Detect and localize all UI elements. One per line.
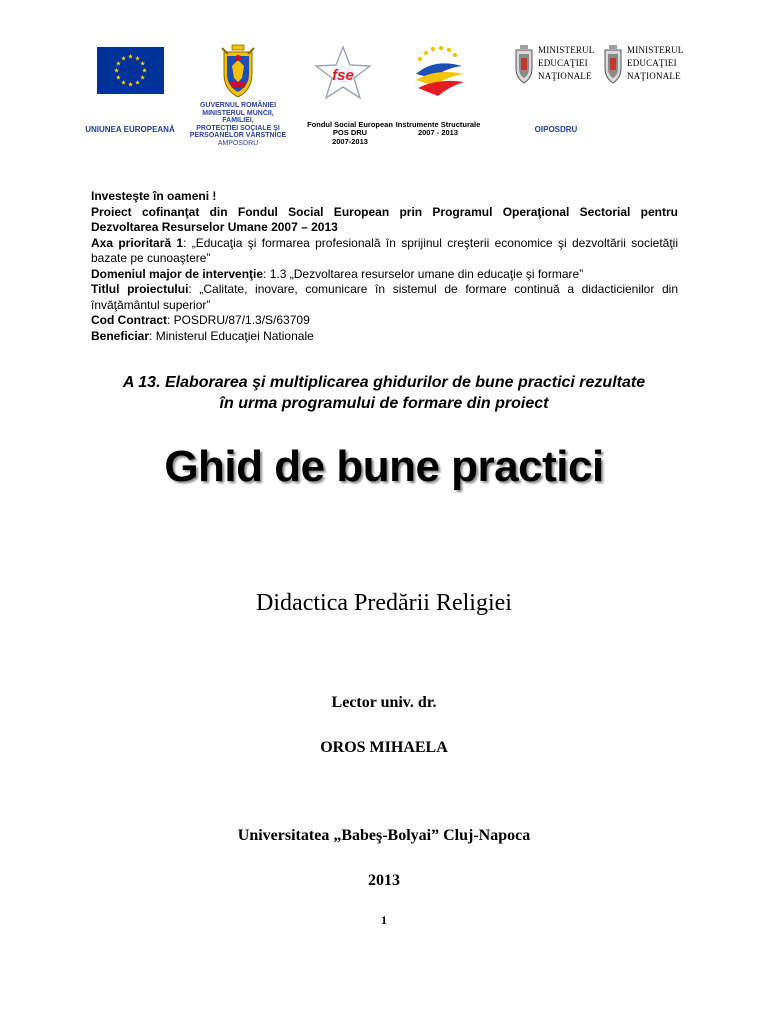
axis-value: bazate pe cunoaştere”: [91, 251, 211, 265]
structural-instruments-icon: [410, 44, 468, 102]
government-caption-line: PROTECŢIEI SOCIALE ŞI: [196, 124, 280, 132]
funding-line: Proiect cofinanţat din Fondul Social European prin Programul Operaţional Sectorial pentru: [91, 204, 678, 219]
domain-label: Domeniul major de intervenţie: [91, 266, 264, 281]
structural-caption-line: 2007 - 2013: [417, 128, 459, 138]
author-rank: Lector univ. dr.: [331, 694, 437, 711]
activity-heading: [60, 372, 708, 414]
page-number: 1: [381, 913, 387, 927]
ministry-label: [538, 44, 595, 83]
author-name: OROS MIHAELA: [320, 739, 448, 756]
funding-line: Dezvoltarea Resurselor Umane 2007 – 2013: [91, 220, 338, 234]
eu-caption: UNIUNEA EUROPEANĂ: [85, 125, 175, 134]
domain-value: : 1.3 „Dezvoltarea resurselor umane din educaţie şi formare”: [263, 266, 584, 281]
government-caption-line: MINISTERUL MUNCII,: [202, 109, 274, 117]
government-caption-line: FAMILIEI,: [222, 117, 254, 125]
oiposdru-caption: OIPOSDRU: [534, 125, 578, 134]
fse-caption-line: 2007-2013: [332, 136, 368, 146]
ministry-label-line: NAŢIONALE: [538, 71, 592, 81]
government-caption-line: GUVERNUL ROMÂNIEI: [199, 102, 277, 109]
eu-flag-icon: [97, 47, 164, 94]
beneficiary-value: : Ministerul Educaţiei Nationale: [149, 328, 314, 343]
beneficiary-label: Beneficiar: [91, 328, 150, 343]
project-slogan: Investeşte în oameni !: [91, 189, 217, 203]
ministry-label-line: EDUCAŢIEI: [538, 58, 588, 68]
project-title-label: Titlul proiectului: [91, 282, 189, 296]
structural-caption-line: Instrumente Structurale: [395, 120, 481, 129]
university-name: Universitatea „Babeş-Bolyai” Cluj-Napoca: [237, 827, 531, 844]
contract-value: : POSDRU/87/1.3/S/63709: [167, 313, 310, 327]
project-info: [91, 189, 678, 344]
main-title: Ghid de bune practici: [164, 442, 604, 491]
ministry-label: [627, 44, 684, 83]
structural-caption: [392, 121, 484, 138]
axis-value: : „Educaţia şi formarea profesională în sprijinul creşterii economice şi dezvoltării societăţii: [183, 235, 678, 250]
activity-line: în urma programului de formare din proiect: [219, 395, 549, 412]
project-title-value: învăţământul superior”: [91, 297, 211, 312]
ministry-label-line: EDUCAŢIEI: [627, 58, 677, 68]
ministry-label-line: NAŢIONALE: [627, 71, 681, 81]
fse-caption-line: Fondul Social European: [307, 120, 393, 129]
publication-year: 2013: [368, 872, 400, 889]
project-title-value: : „Calitate, inovare, comunicare în sistemul de formare continuă a didacticienilor din: [188, 282, 678, 296]
ministry-label-line: MINISTERUL: [627, 45, 684, 55]
government-caption-line: PERSOANELOR VÂRSTNICE: [189, 132, 287, 140]
subject-title: Didactica Predării Religiei: [256, 590, 512, 616]
romanian-coat-of-arms-icon: [218, 44, 258, 98]
fse-caption-line: POS DRU: [332, 128, 368, 138]
fse-logo-text: fse: [332, 67, 354, 84]
activity-line: A 13. Elaborarea şi multiplicarea ghidurilor de bune practici rezultate: [122, 374, 646, 391]
ministry-crest-icon: [602, 44, 624, 84]
fse-caption: [306, 121, 394, 146]
ministry-logo: [513, 44, 599, 84]
government-caption: [178, 102, 298, 147]
ministry-label-line: MINISTERUL: [538, 45, 595, 55]
axis-label: Axa prioritară 1: [91, 235, 184, 250]
fse-star-icon: [314, 45, 372, 103]
ministry-crest-icon: [513, 44, 535, 84]
ministry-logo: [602, 44, 690, 84]
government-caption-sub: AMPOSDRU: [217, 139, 259, 147]
contract-label: Cod Contract: [91, 313, 167, 327]
